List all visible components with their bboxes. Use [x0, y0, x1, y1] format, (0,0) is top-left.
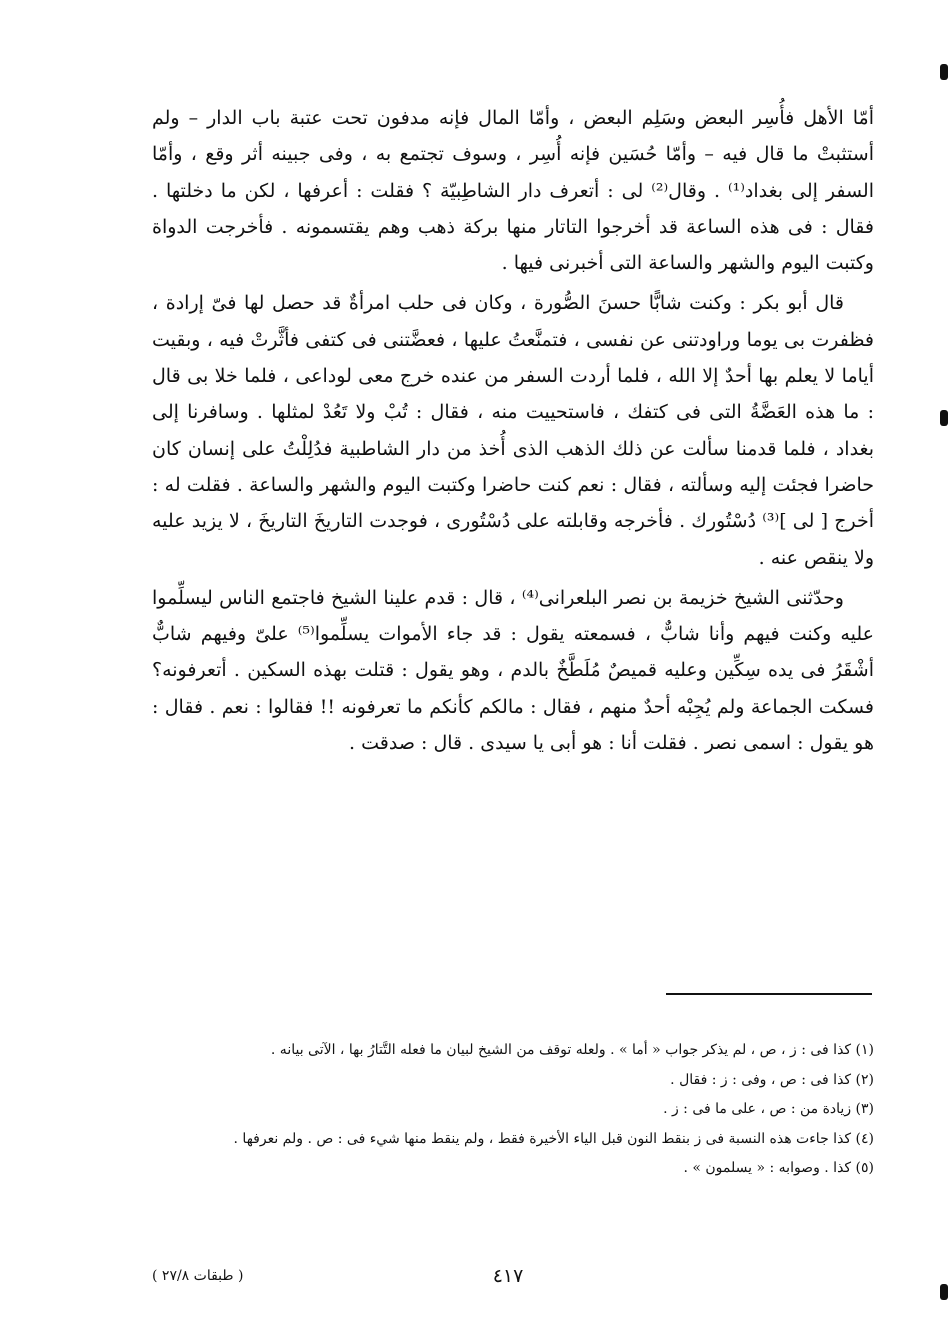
edge-mark-middle [940, 410, 948, 426]
footnote-separator [666, 993, 872, 995]
page-number: ٤١٧ [492, 1265, 524, 1287]
footnote-4: (٤) كذا جاءت هذه النسبة فى ز بنقط النون قبل الياء الأخيرة فقط ، ولم ينقط منها شيء فى : ص . ولم نعرفها . [233, 1130, 874, 1147]
main-text [152, 100, 874, 761]
signature-mark: ( طبقات ٢٧/٨ ) [152, 1268, 244, 1284]
paragraph-1: أمّا الأهل فأُسِر البعض وسَلِم البعض ، وأمّا المال فإنه مدفون تحت عتبة باب الدار – ولم أستثبتْ ما قال فيه – وأمّا حُسَين فإنه أُسِر ، وسوف تجتمع به ، وفى جبينه أثر وقع ، وأمّا السفر إلى بغداد⁽¹⁾ . وقال⁽²⁾ لى : أتعرف دار الشاطِبيّة ؟ فقلت : أعرفها ، لكن ما دخلتها . فقال : فى هذه الساعة قد أخرجوا التاتار منها بركة ذهب وهم يقتسمونه . فأخرجت الدواة وكتبت اليوم والشهر والساعة التى أخبرنى فيها . [152, 107, 874, 275]
footnotes [152, 1036, 874, 1184]
footnote-2: (٢) كذا فى : ص ، وفى : ز : فقال . [670, 1071, 874, 1088]
footnote-1: (١) كذا فى : ز ، ص ، لم يذكر جواب « أما » . ولعله توقف من الشيخ لبيان ما فعله التَّتارُ بها ، الآتى بيانه . [270, 1042, 874, 1058]
paragraph-2: قال أبو بكر : وكنت شابًّا حسنَ الصُّورة ، وكان فى حلب امرأةٌ قد حصل لها فىّ إرادة ، فظفرت بى يوما وراودتنى عن نفسى ، فتمنَّعتُ عليها ، فعضَّتنى فى كتفى فأثَّرتْ فيه ، وبقيت أياما لا يعلم بها أحدٌ إلا الله ، فلما أردت السفر من عنده خرج معى لوداعى ، فلما خلا بى قال : ما هذه العَضَّةُ التى فى كتفك ، فاستحييت منه ، فقال : تُبْ ولا تَعُدْ لمثلها . وسافرنا إلى بغداد ، فلما قدمنا سألت عن ذلك الذهب الذى أُخذ من دار الشاطبية فدُلِلْتُ على إنسان كان حاضرا فجئت إليه وسألته ، فقال : نعم كنت حاضرا وكتبت اليوم والشهر والساعة . فقلت له : أخرج [ لى ]⁽³⁾ دُسْتُورك . فأخرجه وقابلته على دُسْتُورى ، فوجدت التاريخَ التاريخَ ، لا يزيد عليه ولا ينقص عنه . [152, 292, 874, 569]
footnote-5: (٥) كذا . وصوابه : « يسلمون » . [683, 1160, 874, 1176]
edge-mark-bottom [940, 1284, 948, 1300]
footnote-3: (٣) زيادة من : ص ، على ما فى : ز . [663, 1101, 874, 1117]
paragraph-3: وحدّثنى الشيخ خزيمة بن نصر البلعرانى⁽⁴⁾ ، قال : قدم علينا الشيخ فاجتمع الناس ليسلِّموا عليه وكنت فيهم وأنا شابٌّ ، فسمعته يقول : قد جاء الأموات يسلِّموا⁽⁵⁾ علىّ وفيهم شابٌّ أشْقَرُ فى يده سِكِّين وعليه قميصٌ مُلَطَّخٌ بالدم ، وهو يقول : قتلت بهذه السكين . أتعرفونه؟ فسكت الجماعة ولم يُجِبْه أحدٌ منهم ، فقال : مالكم كأنكم ما تعرفونه !! فقالوا : نعم . فقال : هو يقول : اسمى نصر . فقلت أنا : هو أبى يا سيدى . قال : صدقت . [152, 586, 874, 755]
edge-mark-top [940, 64, 948, 80]
